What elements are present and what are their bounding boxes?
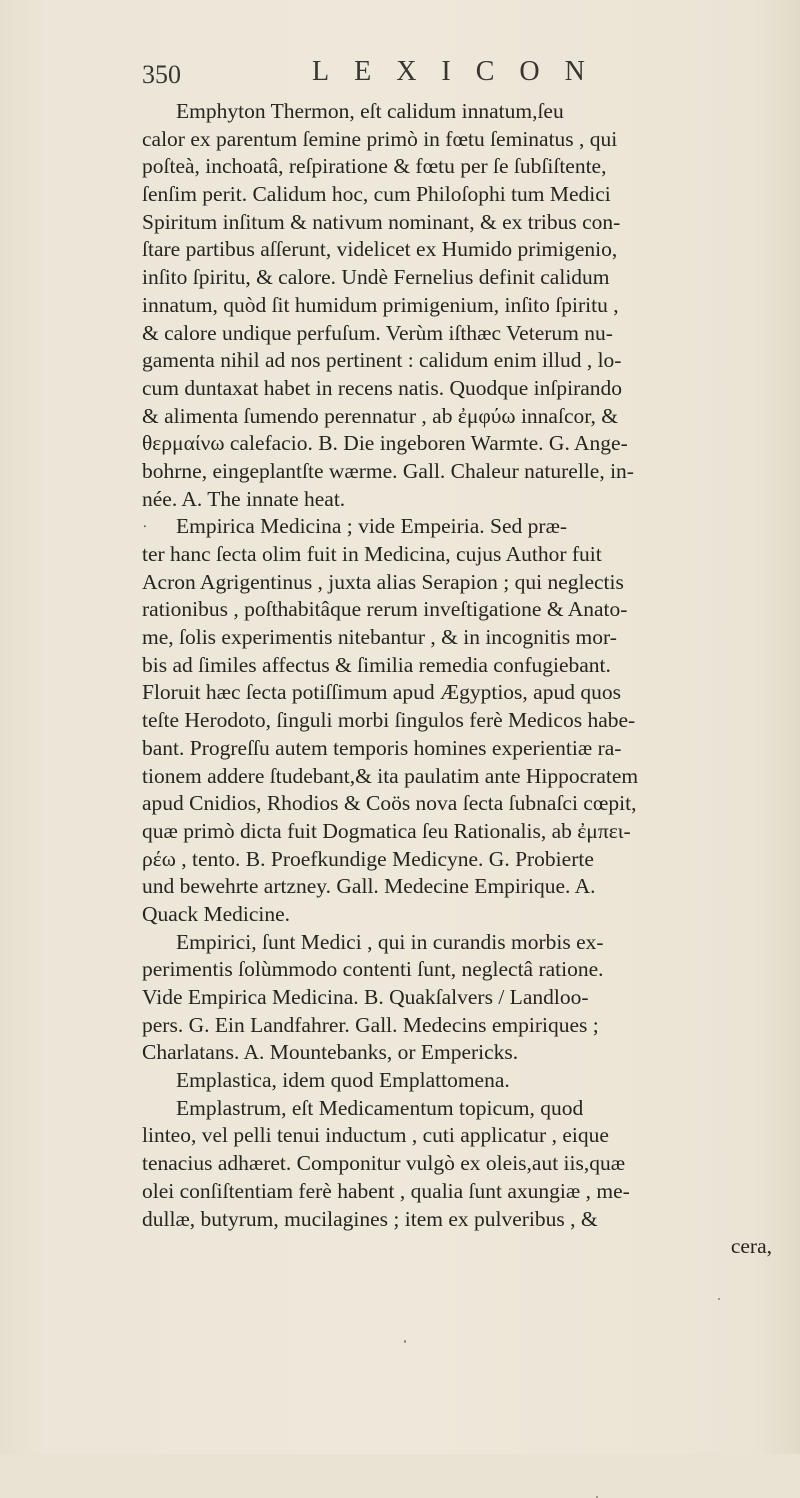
text-line: ſtare partibus aſſerunt, videlicet ex Humido primigenio, — [142, 237, 618, 262]
text-line: me, ſolis experimentis nitebantur , & in incognitis mor- — [142, 625, 617, 650]
text-line: née. A. The innate heat. — [142, 486, 346, 511]
text-line: calor ex parentum ſemine primò in fœtu ſeminatus , qui — [142, 126, 618, 151]
text-line: Emphyton Thermon, eſt calidum innatum,ſeu — [176, 99, 564, 123]
running-title: LEXICON — [312, 56, 610, 87]
catchword: cera, — [730, 1234, 772, 1259]
text-line: Acron Agrigentinus , juxta alias Serapion ; qui neglectis — [142, 569, 624, 594]
paper-speck — [404, 1340, 406, 1343]
text-line: dullæ, butyrum, mucilagines ; item ex pulveribus , & — [142, 1206, 598, 1231]
text-line: Floruit hæc ſecta potiſſimum apud Ægyptios, apud quos — [142, 680, 621, 705]
text-line: rationibus , poſthabitâque rerum inveſtigatione & Anato- — [142, 597, 628, 622]
text-line: Empirici, ſunt Medici , qui in curandis morbis ex- — [176, 929, 604, 954]
text-line: und bewehrte artzney. Gall. Medecine Empirique. A. — [142, 874, 596, 899]
paper-speck — [718, 1298, 720, 1300]
text-line: tionem addere ſtudebant,& ita paulatim ante Hippocratem — [142, 763, 639, 788]
text-line: & calore undique perfuſum. Verùm iſthæc Veterum nu- — [142, 320, 613, 345]
text-line: innatum, quòd ſit humidum primigenium, inſito ſpiritu , — [142, 292, 619, 317]
text-line: Quack Medicine. — [142, 901, 291, 926]
dictionary-text — [142, 98, 792, 1261]
text-line: bohrne, eingeplantſte wærme. Gall. Chaleur naturelle, in- — [142, 458, 634, 483]
text-line: teſte Herodoto, ſinguli morbi ſingulos ferè Medicos habe- — [142, 708, 636, 733]
text-line: Spiritum inſitum & nativum nominant, & ex tribus con- — [142, 209, 621, 234]
text-line: gamenta nihil ad nos pertinent : calidum enim illud , lo- — [142, 348, 622, 373]
text-line: ſenſim perit. Calidum hoc, cum Philoſophi tum Medici — [142, 182, 611, 207]
text-line: tenacius adhæret. Componitur vulgò ex oleis,aut iis,quæ — [142, 1151, 626, 1176]
text-line: Vide Empirica Medicina. B. Quakſalvers / Landloo- — [142, 985, 589, 1009]
text-line: apud Cnidios, Rhodios & Coös nova ſecta ſubnaſci cœpit, — [142, 791, 637, 816]
page-number: 350 — [142, 60, 181, 89]
text-line: cum duntaxat habet in recens natis. Quodque inſpirando — [142, 375, 623, 400]
text-line: Emplastica, idem quod Emplattomena. — [176, 1068, 510, 1093]
text-line: Charlatans. A. Mountebanks, or Empericks. — [142, 1040, 519, 1065]
text-line: ρέω , tento. B. Proefkundige Medicyne. G. Probierte — [142, 846, 594, 871]
text-line: ter hanc ſecta olim fuit in Medicina, cujus Author fuit — [142, 542, 602, 566]
margin-mark: ⸳ — [143, 517, 147, 533]
text-line: perimentis ſolùmmodo contenti ſunt, neglectâ ratione. — [142, 957, 604, 982]
text-line: olei conſiſtentiam ferè habent , qualia ſunt axungiæ , me- — [142, 1178, 630, 1203]
text-line: inſito ſpiritu, & calore. Undè Fernelius definit calidum — [142, 265, 610, 290]
text-line: Empirica Medicina ; vide Empeiria. Sed præ- — [176, 514, 568, 539]
text-line: & alimenta ſumendo perennatur , ab ἐμφύω innaſcor, & — [142, 403, 619, 428]
text-line: Emplastrum, eſt Medicamentum topicum, quod — [176, 1095, 584, 1120]
text-line: bant. Progreſſu autem temporis homines experientiæ ra- — [142, 735, 622, 760]
text-line: poſteà, inchoatâ, reſpiratione & fœtu per ſe ſubſiſtente, — [142, 154, 607, 179]
text-line: pers. G. Ein Landfahrer. Gall. Medecins empiriques ; — [142, 1012, 599, 1037]
text-line: θερμαίνω calefacio. B. Die ingeboren Warmte. G. Ange- — [142, 431, 628, 456]
text-line: linteo, vel pelli tenui inductum , cuti applicatur , eique — [142, 1123, 609, 1148]
text-line: quæ primò dicta fuit Dogmatica ſeu Rationalis, ab ἐμπει- — [142, 818, 631, 843]
text-line: bis ad ſimiles affectus & ſimilia remedia confugiebant. — [142, 652, 611, 677]
running-header — [142, 56, 662, 96]
